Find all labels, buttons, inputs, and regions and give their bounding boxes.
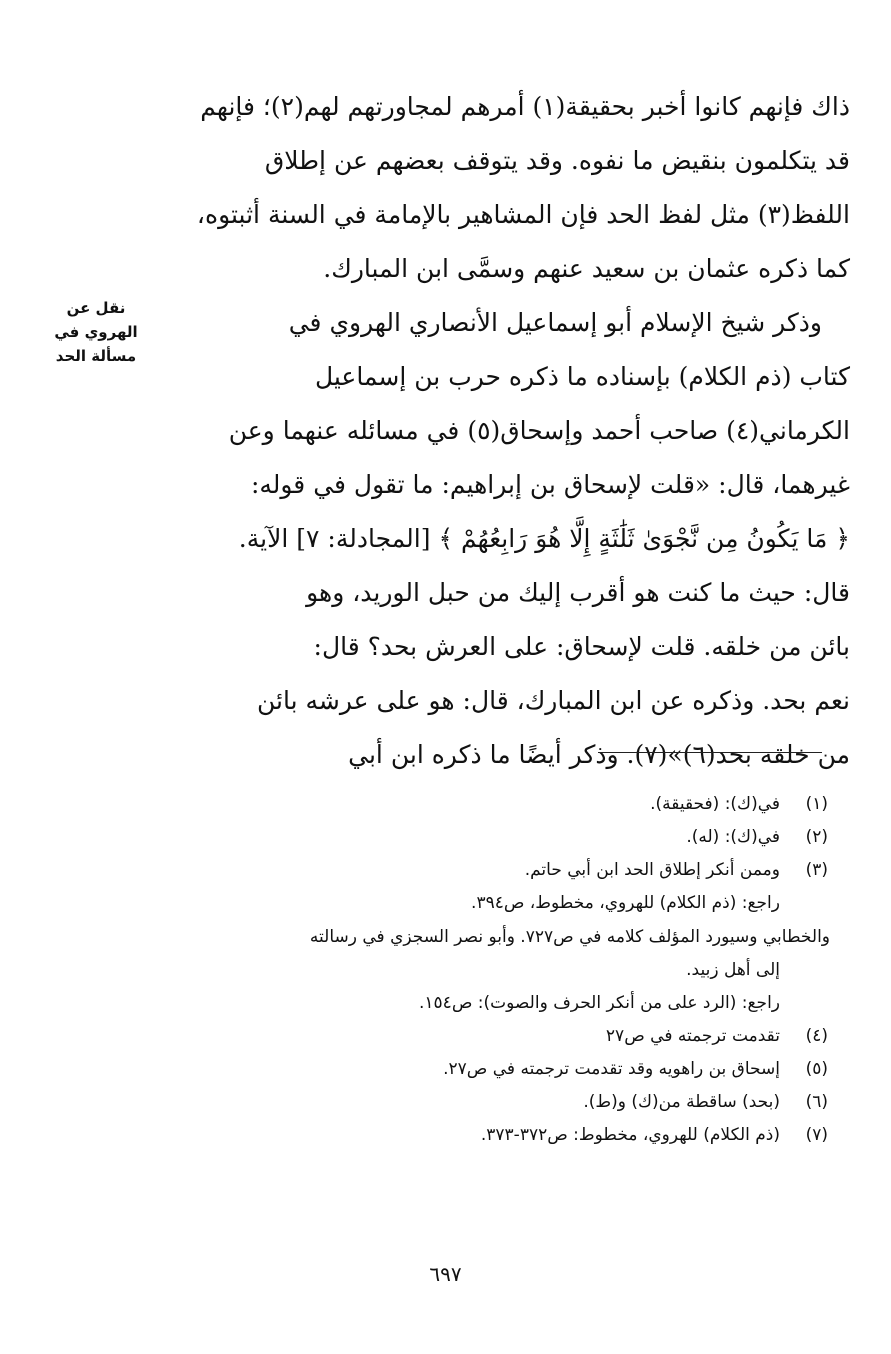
footnote-subline: راجع: (ذم الكلام) للهروي، مخطوط، ص٣٩٤. [471,893,780,913]
footnote-text: إسحاق بن راهويه وقد تقدمت ترجمته في ص٢٧. [443,1059,780,1079]
footnote-item [150,1020,850,1053]
footnote-text: وممن أنكر إطلاق الحد ابن أبي حاتم. [524,860,780,880]
quran-verse-line: ﴿ مَا يَكُونُ مِن نَّجْوَىٰ ثَلَٰثَةٍ إِلَّا هُوَ رَابِعُهُمْ ﴾ [المجادلة: ٧] الآية. [238,524,850,553]
body-line: اللفظ(٣) مثل لفظ الحد فإن المشاهير بالإمامة في السنة أثبتوه، [196,200,850,229]
footnote-number: (٧) [805,1125,828,1145]
footnote-number: (٥) [805,1059,828,1079]
footnote-divider [598,752,822,753]
footnote-item [150,821,850,854]
margin-note-line: الهروي في [54,323,138,341]
footnote-subline: إلى أهل زبيد. [686,960,780,980]
body-line: كتاب (ذم الكلام) بإسناده ما ذكره حرب بن إسماعيل [314,362,850,391]
body-line: من خلقه بحد(٦)»(٧). وذكر أيضًا ما ذكره ابن أبي [348,740,850,769]
margin-note-line: نقل عن [66,299,126,317]
body-line: قال: حيث ما كنت هو أقرب إليك من حبل الوريد، وهو [306,578,850,607]
body-line: نعم بحد. وذكره عن ابن المبارك، قال: هو على عرشه بائن [256,686,850,715]
footnote-text: في(ك): (له). [686,827,780,847]
footnote-item [150,1086,850,1119]
body-line: غيرهما، قال: «قلت لإسحاق بن إبراهيم: ما تقول في قوله: [250,470,850,499]
body-line: كما ذكره عثمان بن سعيد عنهم وسمَّى ابن المبارك. [323,254,850,283]
footnote-subline: راجع: (الرد على من أنكر الحرف والصوت): ص١٥٤. [419,993,780,1013]
footnote-text: في(ك): (فحقيقة). [650,794,780,814]
body-line: بائن من خلقه. قلت لإسحاق: على العرش بحد؟ قال: [313,632,850,661]
footnote-text: (بحد) ساقطة من(ك) و(ط). [583,1092,780,1112]
footnotes [150,788,850,1152]
footnote-number: (٣) [805,860,828,880]
margin-note-line: مسألة الحد [55,347,137,365]
footnote-number: (١) [805,794,828,814]
margin-note [42,296,150,368]
footnote-item [150,788,850,821]
footnote-item [150,1119,850,1152]
main-body-text [150,80,850,782]
footnote-number: (٢) [805,827,828,847]
footnote-text: تقدمت ترجمته في ص٢٧ [605,1026,780,1046]
body-line: وذكر شيخ الإسلام أبو إسماعيل الأنصاري الهروي في [288,308,822,337]
body-line: قد يتكلمون بنقيض ما نفوه. وقد يتوقف بعضهم عن إطلاق [264,146,850,175]
footnote-number: (٤) [805,1026,828,1046]
footnote-item [150,854,850,1020]
footnote-text: (ذم الكلام) للهروي، مخطوط: ص٣٧٢-٣٧٣. [480,1125,780,1145]
page-number: ٦٩٧ [429,1262,462,1286]
footnote-subline: والخطابي وسيورد المؤلف كلامه في ص٧٢٧. وأبو نصر السجزي في رسالته [309,927,830,947]
footnote-item [150,1053,850,1086]
body-line: ذاك فإنهم كانوا أخبر بحقيقة(١) أمرهم لمجاورتهم لهم(٢)؛ فإنهم [200,92,850,121]
footnote-number: (٦) [805,1092,828,1112]
body-line: الكرماني(٤) صاحب أحمد وإسحاق(٥) في مسائله عنهما وعن [228,416,850,445]
